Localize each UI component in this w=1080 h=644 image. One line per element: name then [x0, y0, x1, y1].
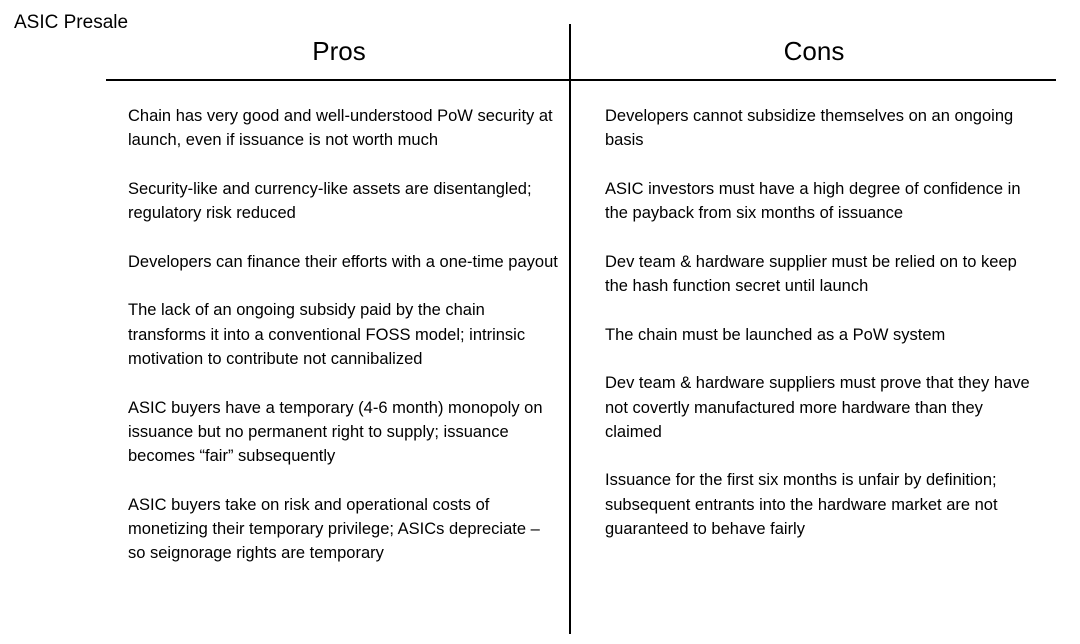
cons-item: ASIC investors must have a high degree of confidence in the payback from six months of issuance [605, 179, 1021, 223]
pros-list [128, 104, 560, 590]
cons-list [605, 104, 1035, 566]
pros-item: Developers can finance their efforts with a one-time payout [128, 252, 558, 271]
cons-header: Cons [783, 36, 845, 66]
cons-item: Issuance for the first six months is unfair by definition; subsequent entrants into the hardware market are not guaranteed to behave fairly [605, 471, 998, 539]
cons-item: The chain must be launched as a PoW system [605, 325, 946, 344]
column-divider [569, 24, 571, 634]
pros-item: Security-like and currency-like assets are disentangled; regulatory risk reduced [128, 179, 532, 223]
cons-item: Dev team & hardware suppliers must prove that they have not covertly manufactured more hardware than they claimed [605, 374, 1030, 441]
pros-item: ASIC buyers have a temporary (4-6 month) monopoly on issuance but no permanent right to supply; issuance becomes “fair” subsequently [128, 398, 543, 466]
pros-item: Chain has very good and well-understood PoW security at launch, even if issuance is not worth much [128, 107, 553, 150]
page-title: ASIC Presale [14, 12, 129, 33]
pros-item: ASIC buyers take on risk and operational costs of monetizing their temporary privilege; ASICs depreciate – so seignorage rights are temporary [128, 495, 540, 563]
cons-item: Dev team & hardware supplier must be relied on to keep the hash function secret until launch [605, 252, 1017, 296]
pros-item: The lack of an ongoing subsidy paid by the chain transforms it into a conventional FOSS model; intrinsic motivation to contribute not cannibalized [128, 301, 526, 368]
cons-item: Developers cannot subsidize themselves on an ongoing basis [605, 107, 1014, 150]
pros-header: Pros [312, 36, 366, 66]
header-divider [106, 79, 1056, 81]
